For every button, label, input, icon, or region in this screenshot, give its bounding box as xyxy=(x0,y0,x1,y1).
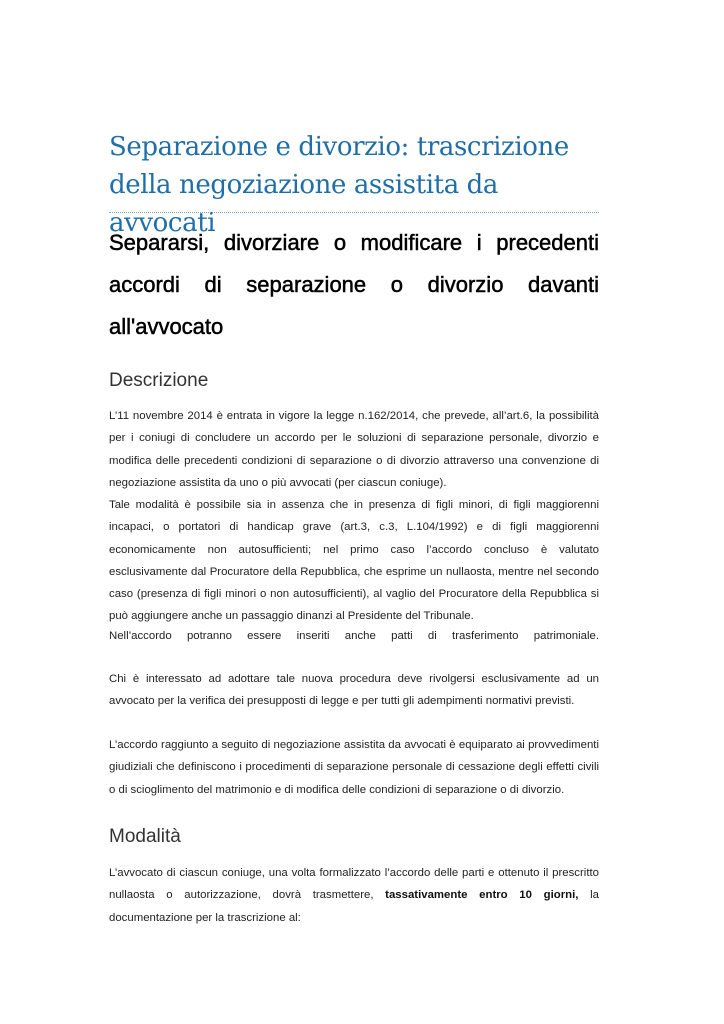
section-heading-modalita: Modalità xyxy=(109,826,181,847)
document-title: Separazione e divorzio: trascrizione della negoziazione assistita da avvocati xyxy=(109,132,569,238)
paragraph-descrizione-1: L’11 novembre 2014 è entrata in vigore la legge n.162/2014, che prevede, all’art.6, la possibilità per i coniugi di concludere un accordo per le soluzioni di separazione personale, divorzio e modifica delle precedenti condizioni di separazione o di divorzio attraverso una convenzione di negoziazione assistita da uno o più avvocati (per ciascun coniuge). xyxy=(109,410,599,489)
document-subtitle: Separarsi, divorziare o modificare i precedenti accordi di separazione o divorzio davanti all'avvocato xyxy=(109,230,599,339)
paragraph-modalita-1 xyxy=(109,862,599,929)
title-divider xyxy=(109,212,599,213)
paragraph-descrizione-3-text: Nell’accordo potranno essere inseriti anche patti di trasferimento patrimoniale. xyxy=(109,630,599,642)
paragraph-descrizione-3 xyxy=(109,625,599,647)
paragraph-descrizione-4: Chi è interessato ad adottare tale nuova procedura deve rivolgersi esclusivamente ad un avvocato per la verifica dei presupposti di legge e per tutti gli adempimenti normativi previsti. xyxy=(109,673,599,708)
paragraph-descrizione-2: Tale modalità è possibile sia in assenza che in presenza di figli minori, di figli maggiorenni incapaci, o portatori di handicap grave (art.3, c.3, L.104/1992) e di figli maggiorenni economicamente non autosufficienti; nel primo caso l’accordo concluso è valutato esclusivamente dal Procuratore della Repubblica, che esprime un nullaosta, mentre nel secondo caso (presenza di figli minori o non autosufficienti), al vaglio del Procuratore della Repubblica si può aggiungere anche un passaggio dinanzi al Presidente del Tribunale. xyxy=(109,499,599,623)
paragraph-modalita-1-before: L’avvocato di ciascun coniuge, una volta formalizzato l’accordo delle parti e ottenuto il prescritto nullaosta o autorizzazione, dovrà trasmettere, xyxy=(109,867,599,902)
paragraph-descrizione-5: L’accordo raggiunto a seguito di negoziazione assistita da avvocati è equiparato ai provvedimenti giudiziali che definiscono i procedimenti di separazione personale di cessazione degli effetti civili o di scioglimento del matrimonio e di modifica delle condizioni di separazione o di divorzio. xyxy=(109,739,599,796)
paragraph-modalita-1-bold: tassativamente entro 10 giorni, xyxy=(385,889,579,902)
section-heading-descrizione: Descrizione xyxy=(109,370,209,391)
paragraph-modalita-1-after: la documentazione per la trascrizione al: xyxy=(109,889,599,924)
